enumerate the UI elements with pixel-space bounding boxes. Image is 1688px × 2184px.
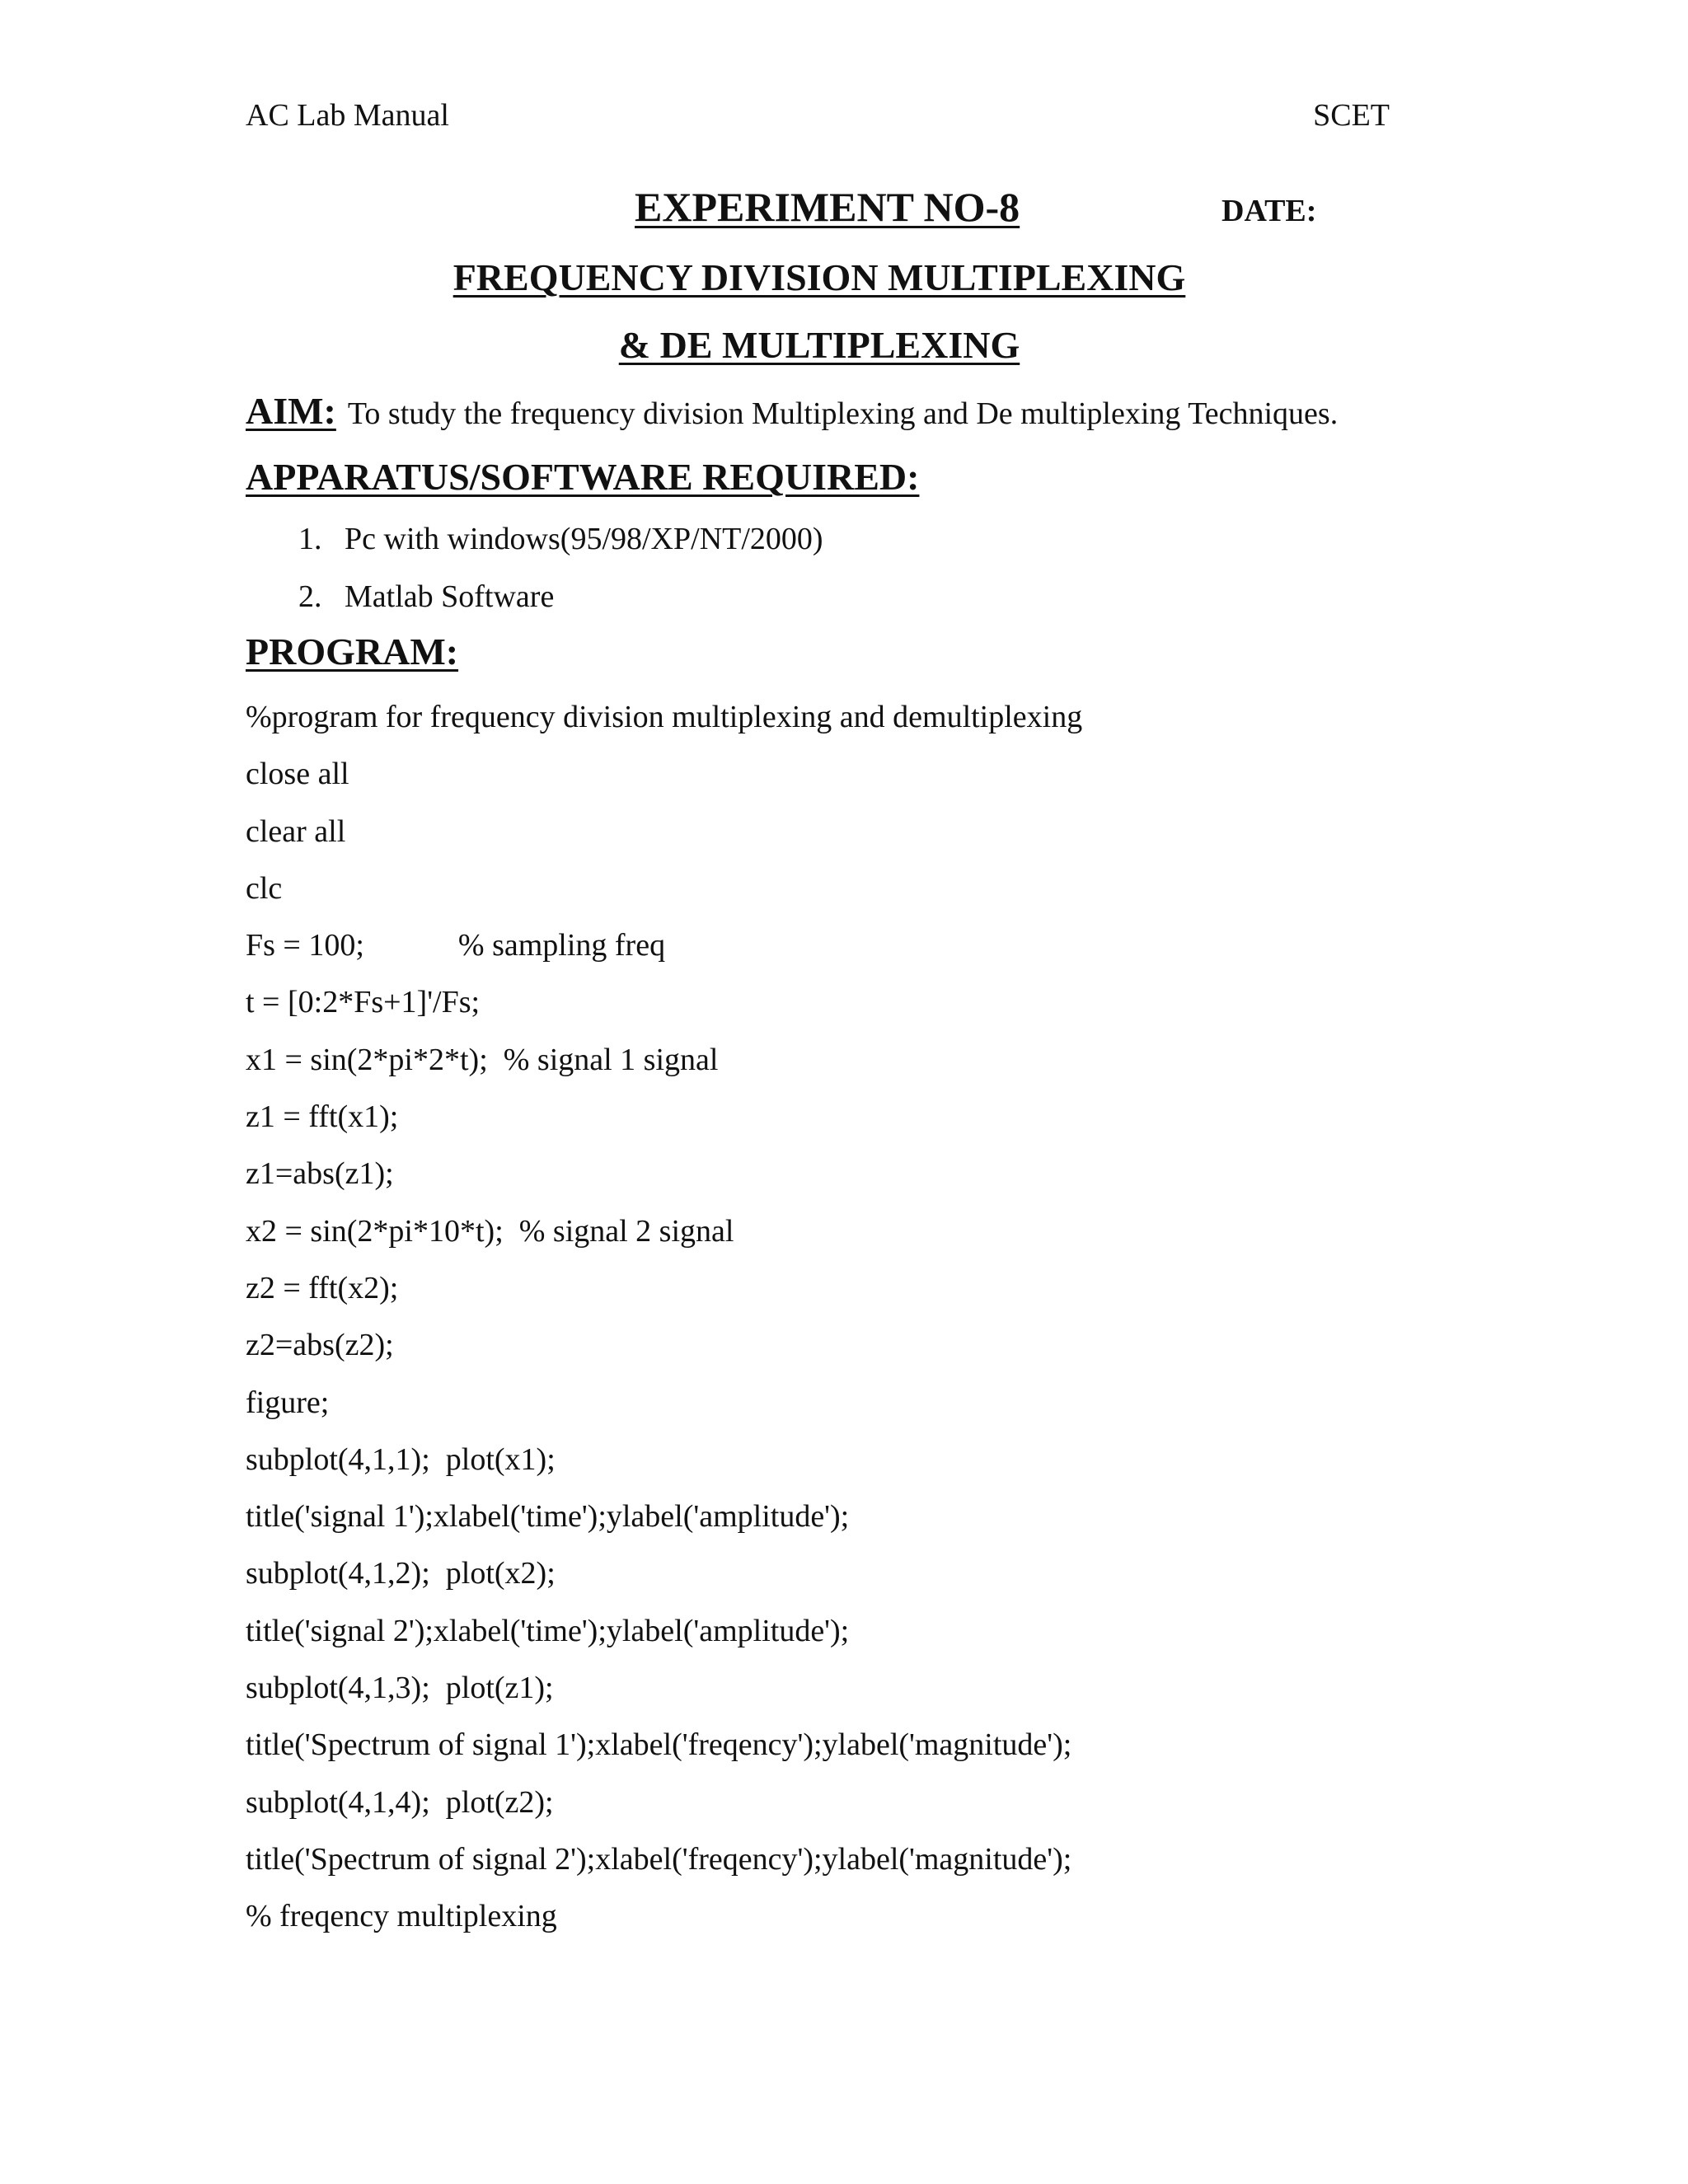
code-line: close all — [246, 757, 349, 792]
aim-label: AIM: — [246, 390, 336, 432]
date-label: DATE: — [1221, 194, 1317, 228]
code-line: subplot(4,1,2); plot(x2); — [246, 1556, 556, 1591]
code-line: title('signal 2');xlabel('time');ylabel('amplitude'); — [246, 1613, 850, 1648]
code-line: title('Spectrum of signal 2');xlabel('freqency');ylabel('magnitude'); — [246, 1841, 1072, 1877]
experiment-title: EXPERIMENT NO-8 — [635, 184, 1020, 230]
header-institute: SCET — [1313, 98, 1390, 133]
apparatus-item-text: Pc with windows(95/98/XP/NT/2000) — [345, 522, 823, 556]
aim-section — [246, 389, 1338, 433]
experiment-subtitle-line1: FREQUENCY DIVISION MULTIPLEXING — [452, 256, 1186, 298]
experiment-subtitle-line2: & DE MULTIPLEXING — [618, 324, 1020, 366]
code-line: z2 = fft(x2); — [246, 1270, 399, 1305]
code-line: clear all — [246, 813, 346, 849]
code-line: z2=abs(z2); — [246, 1328, 394, 1363]
code-line: title('signal 1');xlabel('time');ylabel('amplitude'); — [246, 1499, 850, 1535]
aim-text: To study the frequency division Multiplexing and De multiplexing Techniques. — [347, 396, 1339, 431]
code-line: %program for frequency division multiplexing and demultiplexing — [246, 700, 1083, 734]
apparatus-item — [298, 521, 823, 557]
program-heading: PROGRAM: — [246, 630, 459, 673]
code-line: x2 = sin(2*pi*10*t); % signal 2 signal — [246, 1213, 734, 1249]
code-line: % freqency multiplexing — [246, 1899, 557, 1934]
code-line: z1=abs(z1); — [246, 1156, 394, 1192]
apparatus-item — [298, 579, 554, 615]
header-manual-name: AC Lab Manual — [246, 98, 449, 133]
apparatus-item-text: Matlab Software — [345, 579, 555, 614]
code-line: t = [0:2*Fs+1]'/Fs; — [246, 985, 481, 1020]
code-line: Fs = 100; % sampling freq — [246, 928, 666, 963]
code-line: subplot(4,1,1); plot(x1); — [246, 1441, 556, 1477]
program-code — [246, 699, 1082, 1956]
code-line: figure; — [246, 1385, 330, 1420]
apparatus-item-number: 2. — [298, 579, 322, 614]
code-line: z1 = fft(x1); — [246, 1099, 399, 1135]
apparatus-heading: APPARATUS/SOFTWARE REQUIRED: — [246, 456, 920, 498]
code-line: subplot(4,1,3); plot(z1); — [246, 1671, 554, 1706]
code-line: title('Spectrum of signal 1');xlabel('freqency');ylabel('magnitude'); — [246, 1727, 1072, 1763]
code-line: clc — [246, 870, 283, 906]
apparatus-item-number: 1. — [298, 522, 322, 556]
code-line: x1 = sin(2*pi*2*t); % signal 1 signal — [246, 1042, 719, 1077]
code-line: subplot(4,1,4); plot(z2); — [246, 1784, 554, 1820]
